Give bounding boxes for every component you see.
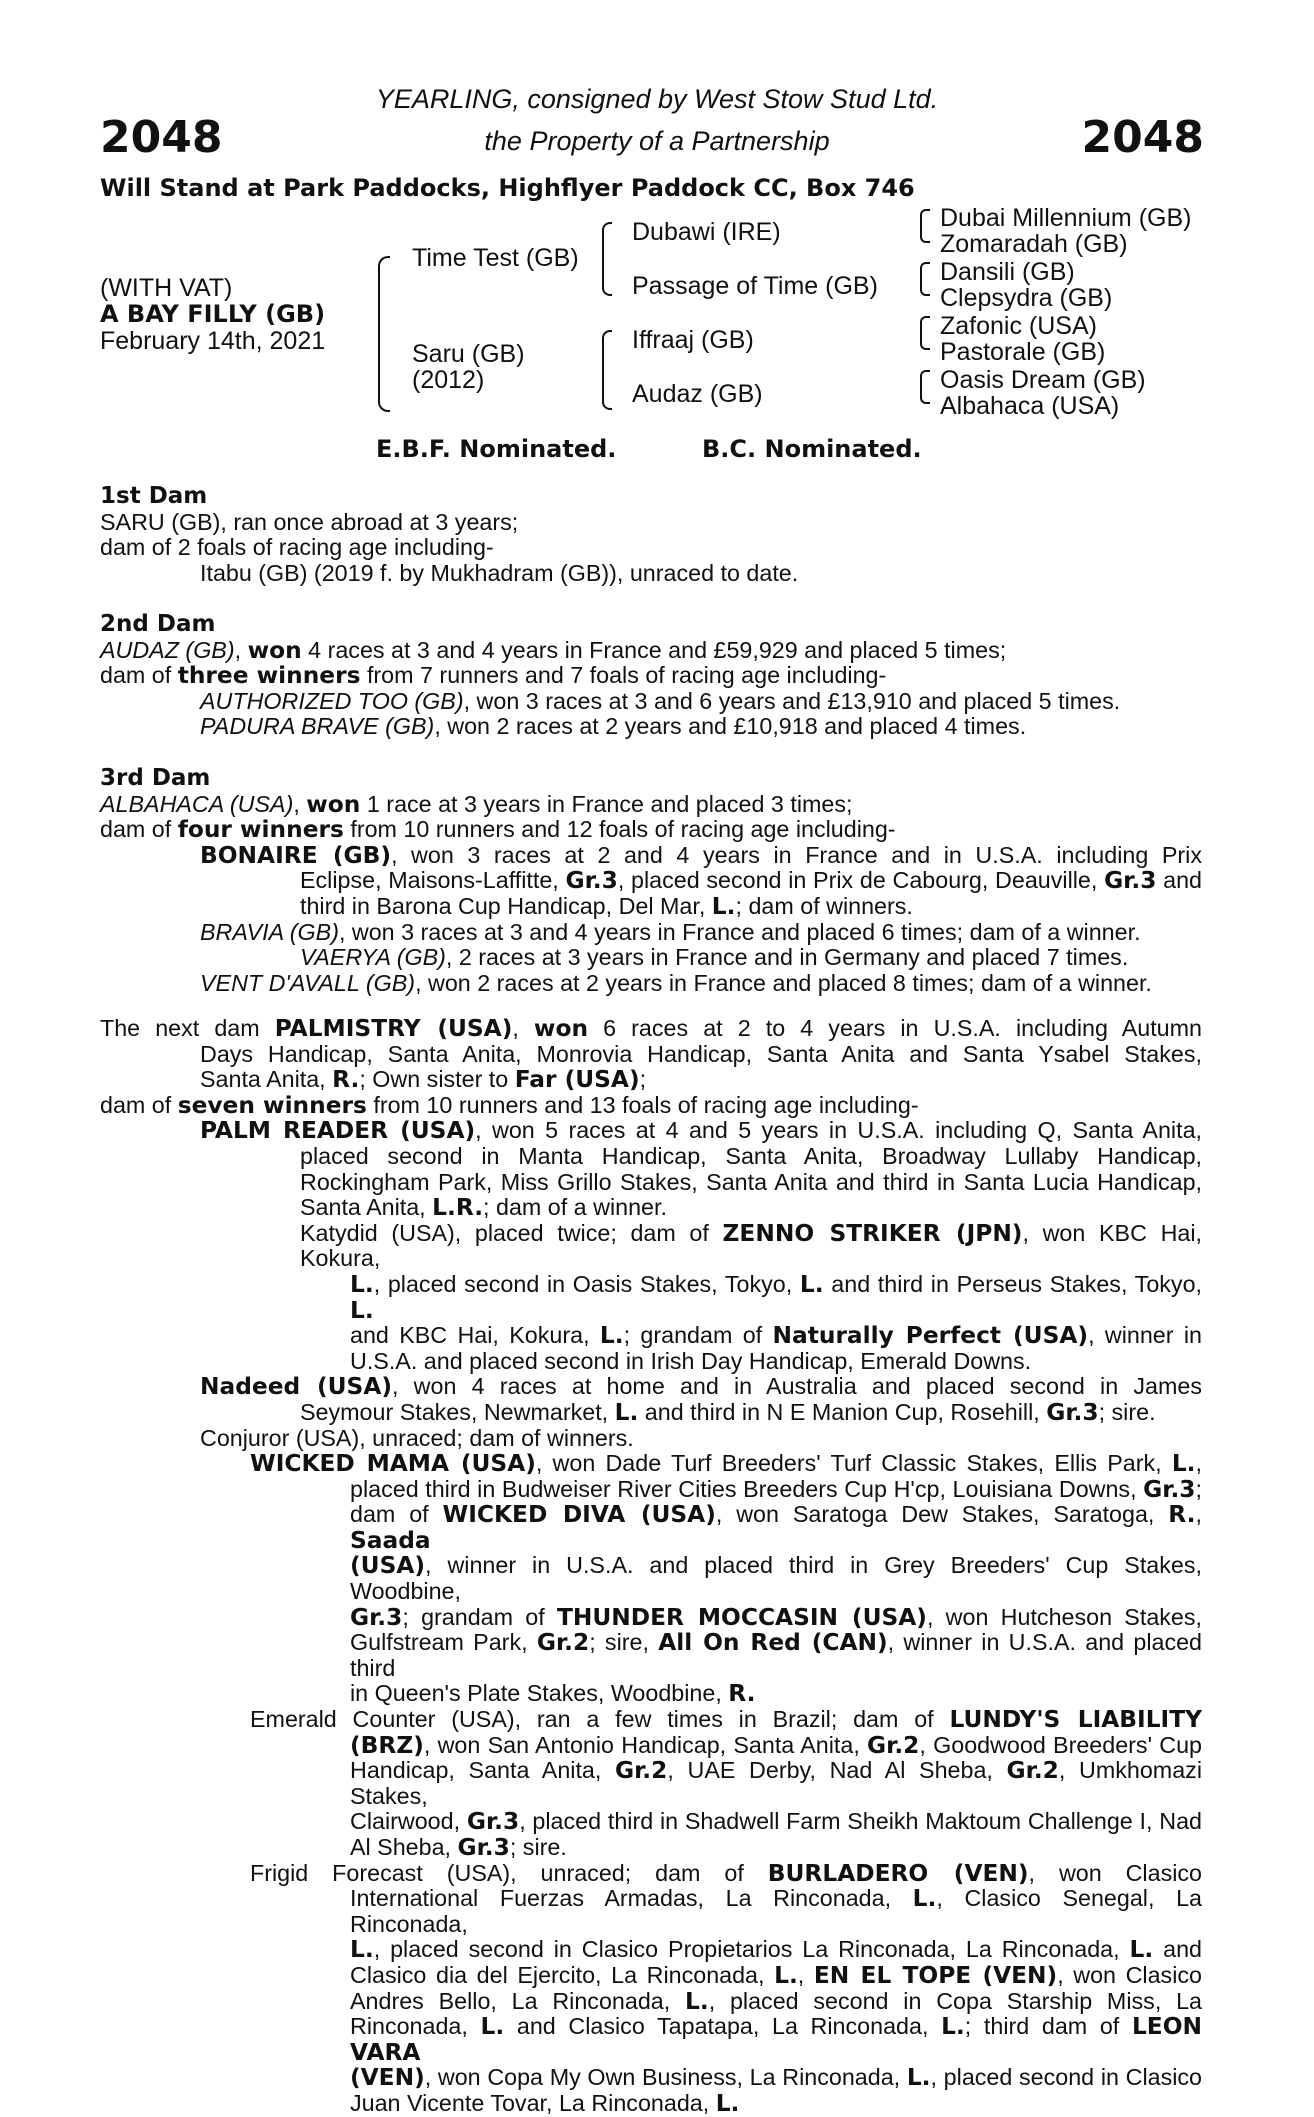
ancestor-3: Dansili (GB) <box>940 258 1075 286</box>
ebf-nomination: E.B.F. Nominated. <box>376 435 617 463</box>
first-dam-section <box>100 484 1202 586</box>
third-dam-produce: BRAVIA (GB), won 3 races at 3 and 4 years in France and placed 6 times; dam of a winner. <box>200 918 1141 945</box>
wicked-mama-entry: placed third in Budweiser River Cities Breeders Cup H'cp, Louisiana Downs, Gr.3; <box>350 1475 1202 1503</box>
dam-sire: Iffraaj (GB) <box>632 326 754 354</box>
ancestor-2: Zomaradah (GB) <box>940 230 1128 258</box>
next-dam-line: dam of seven winners from 10 runners and 13 foals of racing age including- <box>100 1091 919 1119</box>
horse-name: A BAY FILLY (GB) <box>100 300 326 328</box>
emerald-counter-entry: Handicap, Santa Anita, Gr.2, UAE Derby, Nad Al Sheba, Gr.2, Umkhomazi Stakes, <box>350 1757 1202 1809</box>
emerald-counter-entry: Emerald Counter (USA), ran a few times in Brazil; dam of LUNDY'S LIABILITY <box>250 1706 1202 1734</box>
ancestor-4: Clepsydra (GB) <box>940 284 1113 312</box>
second-dam-produce: AUTHORIZED TOO (GB), won 3 races at 3 and 6 years and £13,910 and placed 5 times. <box>200 687 1121 714</box>
frigid-forecast-entry: International Fuerzas Armadas, La Rinconada, L., Clasico Senegal, La Rinconada, <box>350 1885 1202 1937</box>
ancestor-8: Albahaca (USA) <box>940 392 1120 420</box>
third-dam-produce-cont: Eclipse, Maisons-Laffitte, Gr.3, placed second in Prix de Cabourg, Deauville, Gr.3 and <box>300 867 1202 895</box>
third-dam-line: dam of four winners from 10 runners and 12 foals of racing age including- <box>100 816 896 844</box>
sire-sire: Dubawi (IRE) <box>632 218 781 246</box>
katydid-entry: and KBC Hai, Kokura, L.; grandam of Naturally Perfect (USA), winner in <box>350 1322 1202 1350</box>
dam-dam: Audaz (GB) <box>632 380 763 408</box>
palm-reader-entry: PALM READER (USA), won 5 races at 4 and 5 years in U.S.A. including Q, Santa Anita, <box>200 1117 1203 1145</box>
vat-note: (WITH VAT) <box>100 274 233 302</box>
second-dam-line: AUDAZ (GB), won 4 races at 3 and 4 years in France and £59,929 and placed 5 times; <box>100 636 1007 664</box>
consignor-line: YEARLING, consigned by West Stow Stud Ltd. <box>375 84 939 114</box>
palm-reader-entry: Rockingham Park, Miss Grillo Stakes, Santa Anita and third in Santa Lucia Handicap, <box>300 1168 1202 1195</box>
pedigree-brace-g1 <box>920 209 930 243</box>
third-dam-line: ALBAHACA (USA), won 1 race at 3 years in France and placed 3 times; <box>100 790 853 818</box>
pedigree-brace-g4 <box>920 370 930 404</box>
pedigree-brace-g2 <box>920 262 930 296</box>
ancestor-7: Oasis Dream (GB) <box>940 366 1146 394</box>
third-dam-produce: BONAIRE (GB), won 3 races at 2 and 4 years in France and in U.S.A. including Prix <box>200 841 1202 869</box>
third-dam-heading: 3rd Dam <box>100 765 211 791</box>
pedigree-brace-main <box>378 256 390 412</box>
frigid-forecast-entry: Rinconada, L. and Clasico Tapatapa, La Rinconada, L.; third dam of LEON VARA <box>350 2013 1202 2066</box>
pedigree-brace-dam <box>602 330 612 410</box>
emerald-counter-entry: Clairwood, Gr.3, placed third in Shadwell Farm Sheikh Maktoum Challenge I, Nad <box>350 1808 1202 1836</box>
pedigree-brace-sire <box>602 222 612 296</box>
first-dam-heading: 1st Dam <box>100 483 208 509</box>
lot-number-right: 2048 <box>1081 112 1204 163</box>
lot-number-left: 2048 <box>100 112 223 163</box>
wicked-mama-entry: (USA), winner in U.S.A. and placed third in Grey Breeders' Cup Stakes, Woodbine, <box>350 1552 1202 1605</box>
sire-name: Time Test (GB) <box>412 244 579 272</box>
wicked-mama-entry: in Queen's Plate Stakes, Woodbine, R. <box>350 1680 756 1708</box>
nadeed-entry: Seymour Stakes, Newmarket, L. and third in N E Manion Cup, Rosehill, Gr.3; sire. <box>300 1398 1156 1426</box>
foaling-date: February 14th, 2021 <box>100 327 326 355</box>
dam-year: (2012) <box>412 366 485 394</box>
wicked-mama-entry: Gulfstream Park, Gr.2; sire, All On Red (CAN), winner in U.S.A. and placed third <box>350 1629 1203 1681</box>
conjuror-entry: Conjuror (USA), unraced; dam of winners. <box>200 1424 634 1451</box>
third-dam-grandproduce: VAERYA (GB), 2 races at 3 years in France and in Germany and placed 7 times. <box>300 944 1129 971</box>
pedigree-brace-g3 <box>920 316 930 350</box>
frigid-forecast-entry: Juan Vicente Tovar, La Rinconada, L. <box>350 2089 740 2117</box>
first-dam-line: SARU (GB), ran once abroad at 3 years; <box>100 508 519 535</box>
stand-location: Will Stand at Park Paddocks, Highflyer Paddock CC, Box 746 <box>100 174 915 202</box>
emerald-counter-entry: (BRZ), won San Antonio Handicap, Santa Anita, Gr.2, Goodwood Breeders' Cup <box>350 1731 1202 1759</box>
frigid-forecast-entry: (VEN), won Copa My Own Business, La Rinconada, L., placed second in Clasico <box>350 2064 1203 2092</box>
palm-reader-entry: placed second in Manta Handicap, Santa Anita, Broadway Lullaby Handicap, <box>300 1142 1202 1169</box>
first-dam-produce: Itabu (GB) (2019 f. by Mukhadram (GB)), unraced to date. <box>200 559 799 586</box>
third-dam-produce: VENT D'AVALL (GB), won 2 races at 2 years in France and placed 8 times; dam of a winner. <box>200 969 1152 996</box>
ancestor-5: Zafonic (USA) <box>940 312 1097 340</box>
frigid-forecast-entry: L., placed second in Clasico Propietarios La Rinconada, La Rinconada, L. and <box>350 1936 1202 1964</box>
second-dam-heading: 2nd Dam <box>100 611 216 637</box>
next-dam-section <box>100 1016 1202 2117</box>
next-dam-line: The next dam PALMISTRY (USA), won 6 races at 2 to 4 years in U.S.A. including Autumn <box>100 1015 1203 1042</box>
ancestor-6: Pastorale (GB) <box>940 338 1106 366</box>
emerald-counter-entry: Al Sheba, Gr.3; sire. <box>350 1834 567 1861</box>
katydid-entry: U.S.A. and placed second in Irish Day Handicap, Emerald Downs. <box>350 1347 1032 1374</box>
third-dam-section <box>100 766 1202 996</box>
frigid-forecast-entry: Frigid Forecast (USA), unraced; dam of BURLADERO (VEN), won Clasico <box>250 1859 1202 1887</box>
frigid-forecast-entry: Clasico dia del Ejercito, La Rinconada, L., EN EL TOPE (VEN), won Clasico <box>350 1961 1202 1989</box>
wicked-mama-entry: Gr.3; grandam of THUNDER MOCCASIN (USA), won Hutcheson Stakes, <box>350 1603 1202 1631</box>
property-line: the Property of a Partnership <box>484 126 830 156</box>
ancestor-1: Dubai Millennium (GB) <box>940 204 1192 232</box>
nadeed-entry: Nadeed (USA), won 4 races at home and in Australia and placed second in James <box>200 1373 1202 1401</box>
katydid-entry: Katydid (USA), placed twice; dam of ZENNO STRIKER (JPN), won KBC Hai, Kokura, <box>300 1219 1202 1272</box>
frigid-forecast-entry: Andres Bello, La Rinconada, L., placed second in Copa Starship Miss, La <box>350 1987 1202 2015</box>
second-dam-section <box>100 612 1202 740</box>
sire-dam: Passage of Time (GB) <box>632 272 878 300</box>
dam-name: Saru (GB) <box>412 340 525 368</box>
palm-reader-entry: Santa Anita, L.R.; dam of a winner. <box>300 1194 667 1222</box>
wicked-mama-entry: dam of WICKED DIVA (USA), won Saratoga Dew Stakes, Saratoga, R., Saada <box>350 1501 1202 1554</box>
third-dam-produce-cont: third in Barona Cup Handicap, Del Mar, L.; dam of winners. <box>300 892 913 920</box>
second-dam-line: dam of three winners from 7 runners and 7 foals of racing age including- <box>100 662 887 690</box>
wicked-mama-entry: WICKED MAMA (USA), won Dade Turf Breeders' Turf Classic Stakes, Ellis Park, L., <box>250 1450 1203 1478</box>
katydid-entry: L., placed second in Oasis Stakes, Tokyo, L. and third in Perseus Stakes, Tokyo, L. <box>350 1270 1202 1324</box>
next-dam-line: Santa Anita, R.; Own sister to Far (USA); <box>200 1066 647 1094</box>
next-dam-line: Days Handicap, Santa Anita, Monrovia Handicap, Santa Anita and Santa Ysabel Stakes, <box>200 1040 1202 1067</box>
first-dam-line: dam of 2 foals of racing age including- <box>100 534 494 561</box>
bc-nomination: B.C. Nominated. <box>702 435 922 463</box>
second-dam-produce: PADURA BRAVE (GB), won 2 races at 2 years and £10,918 and placed 4 times. <box>200 713 1027 740</box>
